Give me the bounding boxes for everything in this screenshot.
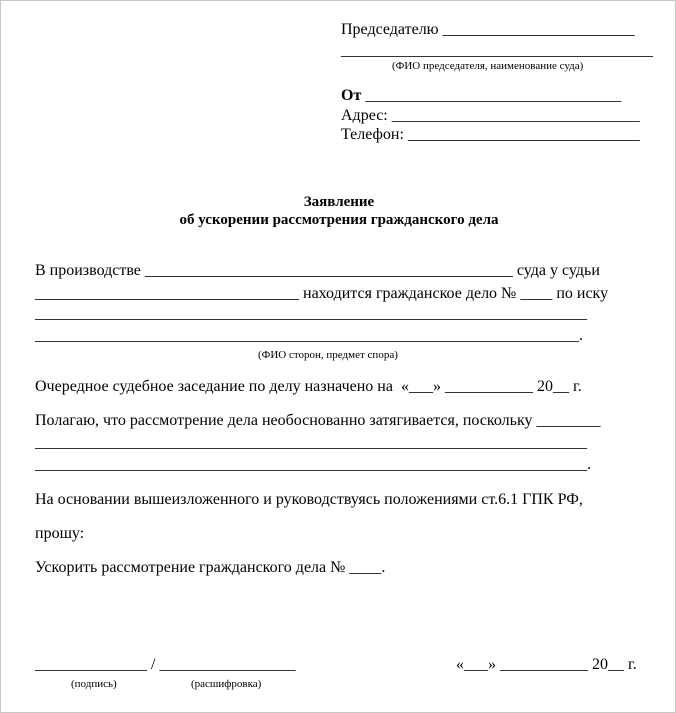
signature-line: ______________ / _________________ <box>35 656 296 673</box>
paragraph-3-line-1: Полагаю, что рассмотрение дела необоснованно затягивается, поскольку ________ <box>35 412 601 429</box>
document-title: Заявление <box>303 194 375 210</box>
document-subtitle: об ускорении рассмотрения гражданского дела <box>179 212 499 228</box>
from-label: От <box>341 87 362 104</box>
paragraph-1-line-1: В производстве ______________________________________________ суда у судьи <box>35 262 600 279</box>
date-line: «___» ___________ 20__ г. <box>456 656 637 673</box>
paragraph-3-line-3: _____________________________________________________________________. <box>35 456 591 473</box>
chairman-line-2: _______________________________________ <box>341 42 653 59</box>
paragraph-2: Очередное судебное заседание по делу назначено на «___» ___________ 20__ г. <box>35 378 582 395</box>
chairman-hint: (ФИО председателя, наименование суда) <box>392 60 584 72</box>
from-blank: ________________________________ <box>361 87 622 104</box>
decode-hint: (расшифровка) <box>191 678 262 690</box>
chairman-line: Председателю ________________________ <box>341 21 635 38</box>
parties-hint: (ФИО сторон, предмет спора) <box>258 349 398 361</box>
from-line <box>341 87 621 105</box>
paragraph-1-line-3: _____________________________________________________________________ <box>35 305 587 322</box>
address-line: Адрес: _______________________________ <box>341 107 640 124</box>
phone-line: Телефон: _____________________________ <box>341 126 640 143</box>
paragraph-1-line-2: _________________________________ находится гражданское дело № ____ по иску <box>35 285 609 302</box>
paragraph-3-line-2: _____________________________________________________________________ <box>35 434 587 451</box>
paragraph-4: На основании вышеизложенного и руководствуясь положениями ст.6.1 ГПК РФ, <box>35 491 583 508</box>
paragraph-1-line-4: ____________________________________________________________________. <box>35 327 583 344</box>
paragraph-6: Ускорить рассмотрение гражданского дела № ____. <box>35 559 386 576</box>
paragraph-5: прошу: <box>35 525 85 542</box>
signature-hint: (подпись) <box>71 678 117 690</box>
